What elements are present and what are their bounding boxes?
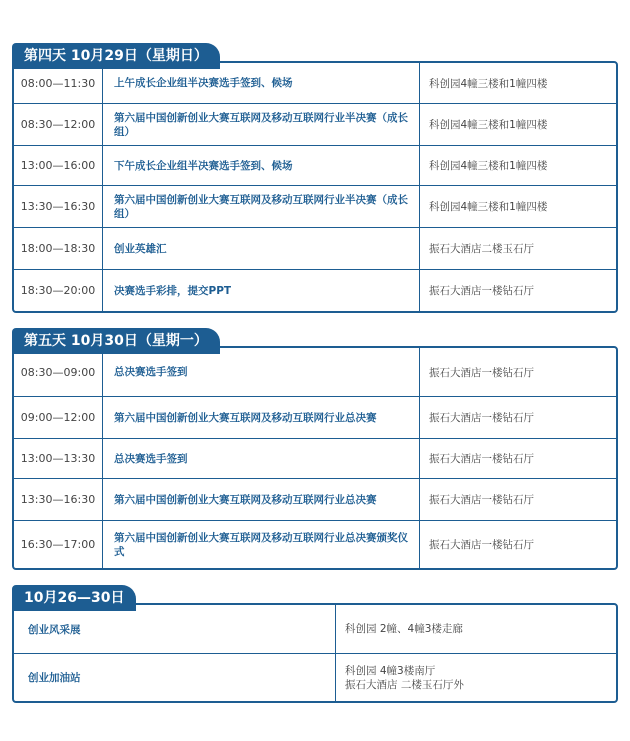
place-cell: 科创园4幢三楼和1幢四楼 (429, 201, 548, 213)
time-cell: 16:30—17:00 (20, 538, 96, 551)
activity-name: 创业风采展 (14, 605, 336, 653)
time-cell: 09:00—12:00 (20, 411, 96, 424)
event-cell: 第六届中国创新创业大赛互联网及移动互联网行业总决赛颁奖仪式 (102, 521, 420, 568)
table-row (14, 520, 616, 568)
place-cell: 振石大酒店一楼钻石厅 (429, 412, 534, 424)
event-cell: 决赛选手彩排，提交PPT (102, 270, 420, 311)
event-cell: 总决赛选手签到 (102, 348, 420, 396)
day5-section (12, 328, 618, 570)
place-cell: 振石大酒店二楼玉石厅 (429, 243, 534, 255)
event-cell: 总决赛选手签到 (102, 439, 420, 478)
table-row (14, 269, 616, 311)
location-line: 科创园 2幢、4幢3楼走廊 (345, 623, 463, 635)
place-cell: 振石大酒店一楼钻石厅 (429, 494, 534, 506)
time-cell: 08:00—11:30 (20, 76, 96, 90)
day5-table (12, 346, 618, 570)
place-cell: 科创园4幢三楼和1幢四楼 (429, 160, 548, 172)
table-row (14, 653, 616, 701)
table-row (14, 348, 616, 396)
activity-location (336, 605, 616, 653)
event-cell: 上午成长企业组半决赛选手签到、候场 (102, 63, 420, 103)
time-cell: 13:30—16:30 (20, 200, 96, 213)
table-row (14, 227, 616, 269)
time-cell: 13:00—13:30 (20, 452, 96, 465)
table-row (14, 145, 616, 185)
event-cell: 第六届中国创新创业大赛互联网及移动互联网行业总决赛 (102, 397, 420, 438)
event-cell: 第六届中国创新创业大赛互联网及移动互联网行业总决赛 (102, 479, 420, 520)
time-cell: 08:30—12:00 (20, 118, 96, 131)
day4-section (12, 43, 618, 313)
place-cell: 科创园4幢三楼和1幢四楼 (429, 119, 548, 131)
period-title: 10月26—30日 (12, 585, 136, 611)
table-row (14, 605, 616, 653)
time-cell: 18:00—18:30 (20, 242, 96, 255)
period-table (12, 603, 618, 703)
activity-name: 创业加油站 (14, 654, 336, 701)
place-cell: 振石大酒店一楼钻石厅 (429, 285, 534, 297)
event-cell: 下午成长企业组半决赛选手签到、候场 (102, 146, 420, 185)
event-cell: 第六届中国创新创业大赛互联网及移动互联网行业半决赛（成长组） (102, 104, 420, 145)
time-cell: 13:30—16:30 (20, 493, 96, 506)
table-row (14, 103, 616, 145)
day4-title: 第四天 10月29日（星期日） (12, 43, 220, 69)
table-row (14, 438, 616, 478)
time-cell: 13:00—16:00 (20, 159, 96, 172)
location-line: 科创园 4幢3楼南厅 (345, 664, 436, 677)
time-cell: 08:30—09:00 (20, 365, 96, 379)
event-cell: 第六届中国创新创业大赛互联网及移动互联网行业半决赛（成长组） (102, 186, 420, 227)
place-cell: 科创园4幢三楼和1幢四楼 (429, 77, 548, 90)
table-row (14, 185, 616, 227)
period-section (12, 585, 618, 703)
place-cell: 振石大酒店一楼钻石厅 (429, 453, 534, 465)
day4-table (12, 61, 618, 313)
table-row (14, 63, 616, 103)
activity-location (336, 654, 616, 701)
table-row (14, 396, 616, 438)
day5-title: 第五天 10月30日（星期一） (12, 328, 220, 354)
event-cell: 创业英雄汇 (102, 228, 420, 269)
time-cell: 18:30—20:00 (20, 284, 96, 297)
location-line: 振石大酒店 二楼玉石厅外 (345, 678, 464, 691)
table-row (14, 478, 616, 520)
place-cell: 振石大酒店一楼钻石厅 (429, 539, 534, 551)
place-cell: 振石大酒店一楼钻石厅 (429, 366, 534, 379)
